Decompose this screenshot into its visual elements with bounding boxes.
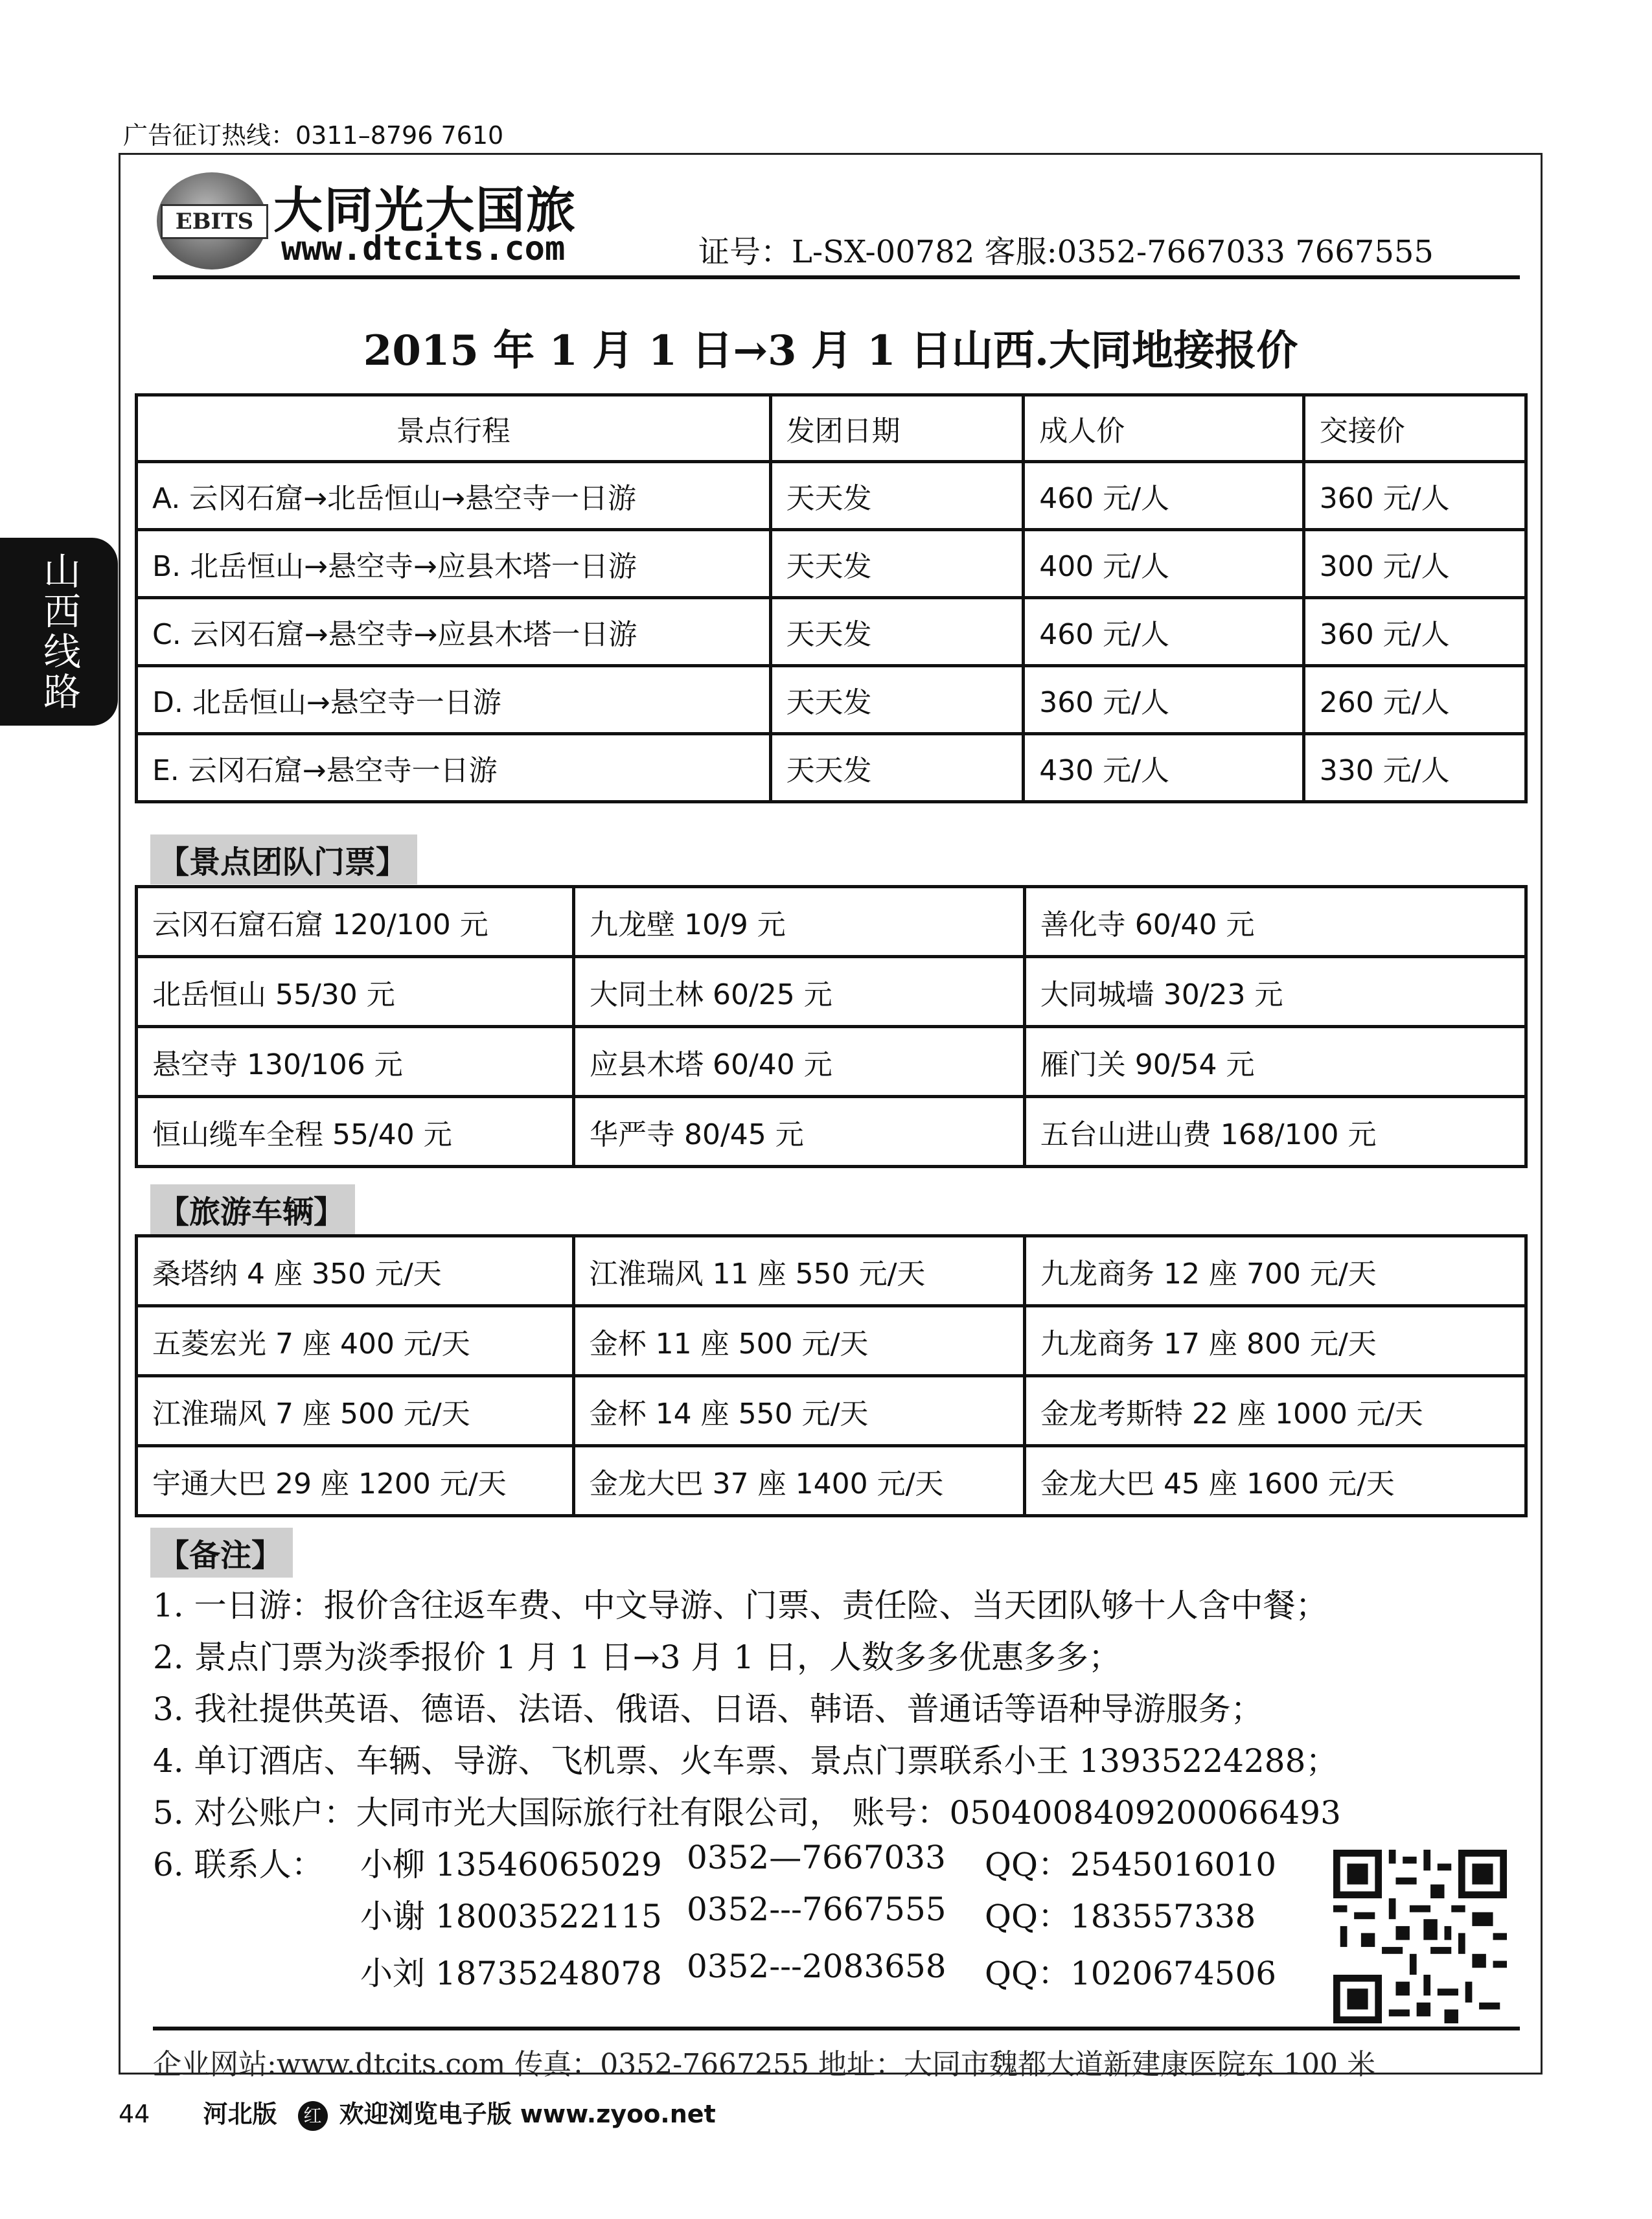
vehicle-cell: 金杯 14 座 550 元/天 [573, 1376, 1024, 1446]
route-cell: E. 云冈石窟→悬空寺一日游 [137, 734, 771, 802]
table-row [137, 598, 1526, 666]
vehicle-cell: 江淮瑞风 7 座 500 元/天 [137, 1376, 574, 1446]
date-cell: 天天发 [770, 530, 1024, 598]
header-divider [153, 275, 1520, 279]
handover-price-cell: 360 元/人 [1303, 598, 1526, 666]
ticket-cell: 大同土林 60/25 元 [574, 957, 1025, 1027]
header-cell: 交接价 [1303, 395, 1526, 462]
ticket-cell: 云冈石窟石窟 120/100 元 [137, 887, 574, 957]
ticket-cell: 大同城墙 30/23 元 [1024, 957, 1526, 1027]
notes-section-label: 【备注】 [150, 1528, 293, 1578]
handover-price-cell: 300 元/人 [1303, 530, 1526, 598]
header-cell: 成人价 [1024, 395, 1304, 462]
table-row [137, 1446, 1526, 1516]
vehicle-cell: 九龙商务 17 座 800 元/天 [1025, 1306, 1526, 1376]
page-number: 44 [119, 2100, 150, 2128]
welcome-text: 欢迎浏览电子版 www.zyoo.net [339, 2100, 716, 2128]
handover-price-cell: 360 元/人 [1303, 462, 1526, 530]
page-title: 2015 年 1 月 1 日→3 月 1 日山西.大同地接报价 [363, 327, 1298, 375]
route-cell: A. 云冈石窟→北岳恒山→悬空寺一日游 [137, 462, 771, 530]
route-cell: B. 北岳恒山→悬空寺→应县木塔一日游 [137, 530, 771, 598]
ticket-cell: 悬空寺 130/106 元 [137, 1027, 574, 1097]
note-item: 2. 景点门票为淡季报价 1 月 1 日→3 月 1 日，人数多多优惠多多； [153, 1638, 1121, 1676]
ticket-cell: 华严寺 80/45 元 [574, 1097, 1025, 1167]
logo-badge: EBITS [161, 204, 268, 239]
contact-name-mobile: 小刘 18735248078 [360, 1955, 662, 1992]
ticket-table [135, 885, 1528, 1168]
contact-tel: 0352—7667033 [687, 1839, 946, 1876]
table-row [137, 462, 1526, 530]
vehicle-cell: 九龙商务 12 座 700 元/天 [1025, 1236, 1526, 1306]
adult-price-cell: 460 元/人 [1024, 598, 1304, 666]
ticket-cell: 五台山进山费 168/100 元 [1024, 1097, 1526, 1167]
note-item: 5. 对公账户：大同市光大国际旅行社有限公司， 账号：0504008409200066493 [153, 1794, 1341, 1832]
vehicle-cell: 金杯 11 座 500 元/天 [573, 1306, 1024, 1376]
ticket-cell: 恒山缆车全程 55/40 元 [137, 1097, 574, 1167]
contact-name-mobile: 小谢 18003522115 [360, 1898, 662, 1935]
route-cell: D. 北岳恒山→悬空寺一日游 [137, 666, 771, 734]
ticket-cell: 九龙壁 10/9 元 [574, 887, 1025, 957]
note-item: 1. 一日游：报价含往返车费、中文导游、门票、责任险、当天团队够十人含中餐； [153, 1587, 1328, 1624]
table-row [137, 1236, 1526, 1306]
edition-label: 河北版 [203, 2100, 277, 2128]
qr-code-icon [1333, 1850, 1507, 2023]
vehicle-cell: 五菱宏光 7 座 400 元/天 [137, 1306, 574, 1376]
table-row [137, 666, 1526, 734]
adult-price-cell: 460 元/人 [1024, 462, 1304, 530]
side-tab-label: 山西线路 [37, 551, 81, 712]
brand-name: 大同光大国旅 [273, 181, 577, 239]
route-price-table [135, 393, 1528, 803]
table-row [137, 1306, 1526, 1376]
tickets-section-label: 【景点团队门票】 [150, 834, 417, 884]
table-row [137, 1376, 1526, 1446]
contact-tel: 0352---2083658 [687, 1948, 946, 1985]
contact-tel: 0352---7667555 [687, 1891, 946, 1928]
ticket-cell: 善化寺 60/40 元 [1024, 887, 1526, 957]
date-cell: 天天发 [770, 666, 1024, 734]
contact-name-mobile: 小柳 13546065029 [360, 1846, 662, 1883]
header-cell: 景点行程 [137, 395, 771, 462]
contact-label: 6. 联系人： [153, 1846, 324, 1883]
vehicle-cell: 金龙大巴 45 座 1600 元/天 [1025, 1446, 1526, 1516]
adult-price-cell: 400 元/人 [1024, 530, 1304, 598]
vehicle-table [135, 1234, 1528, 1517]
contact-qq: QQ：1020674506 [985, 1955, 1277, 1992]
vehicle-cell: 宇通大巴 29 座 1200 元/天 [137, 1446, 574, 1516]
date-cell: 天天发 [770, 734, 1024, 802]
contact-qq: QQ：2545016010 [985, 1846, 1277, 1883]
table-row [137, 957, 1526, 1027]
note-item: 4. 单订酒店、车辆、导游、飞机票、火车票、景点门票联系小王 13935224288； [153, 1742, 1338, 1780]
company-logo [157, 168, 623, 272]
ticket-cell: 北岳恒山 55/30 元 [137, 957, 574, 1027]
handover-price-cell: 260 元/人 [1303, 666, 1526, 734]
vehicle-cell: 江淮瑞风 11 座 550 元/天 [573, 1236, 1024, 1306]
adult-price-cell: 360 元/人 [1024, 666, 1304, 734]
license-and-service: 证号：L-SX-00782 客服:0352-7667033 7667555 [698, 234, 1434, 270]
table-row [137, 734, 1526, 802]
table-header-row [137, 395, 1526, 462]
table-row [137, 530, 1526, 598]
note-item: 3. 我社提供英语、德语、法语、俄语、日语、韩语、普通话等语种导游服务； [153, 1690, 1263, 1728]
header-cell: 发团日期 [770, 395, 1024, 462]
vehicles-section-label: 【旅游车辆】 [150, 1184, 355, 1234]
vehicle-cell: 桑塔纳 4 座 350 元/天 [137, 1236, 574, 1306]
route-cell: C. 云冈石窟→悬空寺→应县木塔一日游 [137, 598, 771, 666]
date-cell: 天天发 [770, 462, 1024, 530]
contact-qq: QQ：183557338 [985, 1898, 1256, 1935]
date-cell: 天天发 [770, 598, 1024, 666]
ticket-cell: 雁门关 90/54 元 [1024, 1027, 1526, 1097]
badge-icon: 红 [298, 2101, 328, 2131]
ticket-cell: 应县木塔 60/40 元 [574, 1027, 1025, 1097]
vehicle-cell: 金龙考斯特 22 座 1000 元/天 [1025, 1376, 1526, 1446]
company-footer-info: 企业网站:www.dtcits.com 传真：0352-7667255 地址：大同市魏都大道新建康医院东 100 米 [153, 2048, 1375, 2081]
adult-price-cell: 430 元/人 [1024, 734, 1304, 802]
table-row [137, 1097, 1526, 1167]
table-row [137, 1027, 1526, 1097]
ad-hotline: 广告征订热线：0311–8796 7610 [123, 121, 504, 150]
footer-divider [153, 2027, 1520, 2030]
table-row [137, 887, 1526, 957]
brand-url: www.dtcits.com [281, 229, 566, 268]
section-side-tab [0, 538, 118, 726]
page-footer [119, 2094, 716, 2131]
handover-price-cell: 330 元/人 [1303, 734, 1526, 802]
vehicle-cell: 金龙大巴 37 座 1400 元/天 [573, 1446, 1024, 1516]
